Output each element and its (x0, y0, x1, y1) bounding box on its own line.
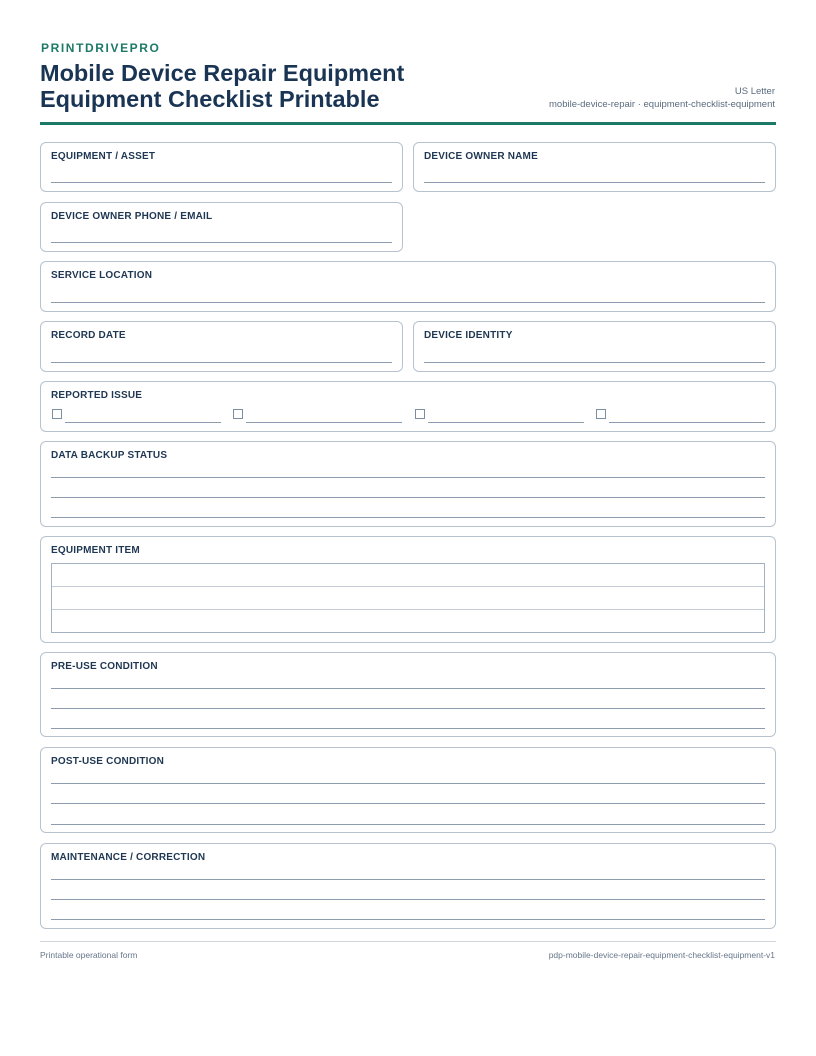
data-backup-status-field[interactable] (40, 441, 776, 527)
title-line-1: Mobile Device Repair Equipment (40, 60, 405, 86)
data-backup-write-line-2[interactable] (51, 497, 765, 498)
footer-form-type: Printable operational form (40, 950, 138, 960)
device-identity-write-line[interactable] (424, 362, 765, 363)
brand-name: PRINTDRIVEPRO (41, 41, 161, 55)
reported-issue-checkbox-3[interactable] (415, 409, 425, 419)
post-use-write-line-1[interactable] (51, 783, 765, 784)
data-backup-write-line-1[interactable] (51, 477, 765, 478)
post-use-condition-field[interactable] (40, 747, 776, 833)
maintenance-write-line-3[interactable] (51, 919, 765, 920)
reported-issue-checkbox-2[interactable] (233, 409, 243, 419)
equipment-asset-label: EQUIPMENT / ASSET (51, 151, 156, 162)
reported-issue-checkbox-1[interactable] (52, 409, 62, 419)
record-date-field[interactable] (40, 321, 403, 372)
reported-issue-label: REPORTED ISSUE (51, 390, 143, 401)
record-date-write-line[interactable] (51, 362, 392, 363)
device-owner-name-write-line[interactable] (424, 182, 765, 183)
title-line-2: Equipment Checklist Printable (40, 86, 380, 112)
equipment-item-table (51, 563, 765, 633)
reported-issue-option-line-3[interactable] (428, 422, 584, 423)
pre-use-write-line-2[interactable] (51, 708, 765, 709)
pre-use-write-line-1[interactable] (51, 688, 765, 689)
equipment-item-row[interactable] (52, 610, 764, 632)
maintenance-correction-field[interactable] (40, 843, 776, 929)
equipment-item-row[interactable] (52, 587, 764, 610)
record-date-label: RECORD DATE (51, 330, 126, 341)
reported-issue-option-line-1[interactable] (65, 422, 221, 423)
page-title (40, 60, 404, 112)
pre-use-condition-field[interactable] (40, 652, 776, 737)
equipment-asset-field[interactable] (40, 142, 403, 192)
equipment-item-field (40, 536, 776, 643)
post-use-write-line-3[interactable] (51, 824, 765, 825)
device-owner-name-field[interactable] (413, 142, 776, 192)
device-owner-contact-field[interactable] (40, 202, 403, 252)
post-use-write-line-2[interactable] (51, 803, 765, 804)
device-identity-label: DEVICE IDENTITY (424, 330, 513, 341)
document-meta (549, 85, 775, 111)
header-divider (40, 122, 776, 125)
service-location-field[interactable] (40, 261, 776, 312)
footer-divider (40, 941, 776, 942)
data-backup-write-line-3[interactable] (51, 517, 765, 518)
post-use-condition-label: POST-USE CONDITION (51, 756, 165, 767)
reported-issue-checkbox-4[interactable] (596, 409, 606, 419)
reported-issue-field (40, 381, 776, 432)
paper-size: US Letter (734, 86, 775, 97)
service-location-label: SERVICE LOCATION (51, 270, 153, 281)
maintenance-write-line-1[interactable] (51, 879, 765, 880)
device-identity-field[interactable] (413, 321, 776, 372)
pre-use-condition-label: PRE-USE CONDITION (51, 661, 158, 672)
service-location-write-line[interactable] (51, 302, 765, 303)
reported-issue-option-line-4[interactable] (609, 422, 765, 423)
equipment-item-row[interactable] (52, 564, 764, 587)
pre-use-write-line-3[interactable] (51, 728, 765, 729)
equipment-asset-write-line[interactable] (51, 182, 392, 183)
device-owner-name-label: DEVICE OWNER NAME (424, 151, 538, 162)
device-owner-contact-write-line[interactable] (51, 242, 392, 243)
document-path: mobile-device-repair · equipment-checklist-equipment (549, 99, 775, 110)
maintenance-write-line-2[interactable] (51, 899, 765, 900)
reported-issue-option-line-2[interactable] (246, 422, 402, 423)
equipment-item-label: EQUIPMENT ITEM (51, 545, 140, 556)
maintenance-correction-label: MAINTENANCE / CORRECTION (51, 852, 206, 863)
device-owner-contact-label: DEVICE OWNER PHONE / EMAIL (51, 211, 213, 222)
data-backup-status-label: DATA BACKUP STATUS (51, 450, 168, 461)
footer-form-id: pdp-mobile-device-repair-equipment-checklist-equipment-v1 (548, 950, 775, 960)
